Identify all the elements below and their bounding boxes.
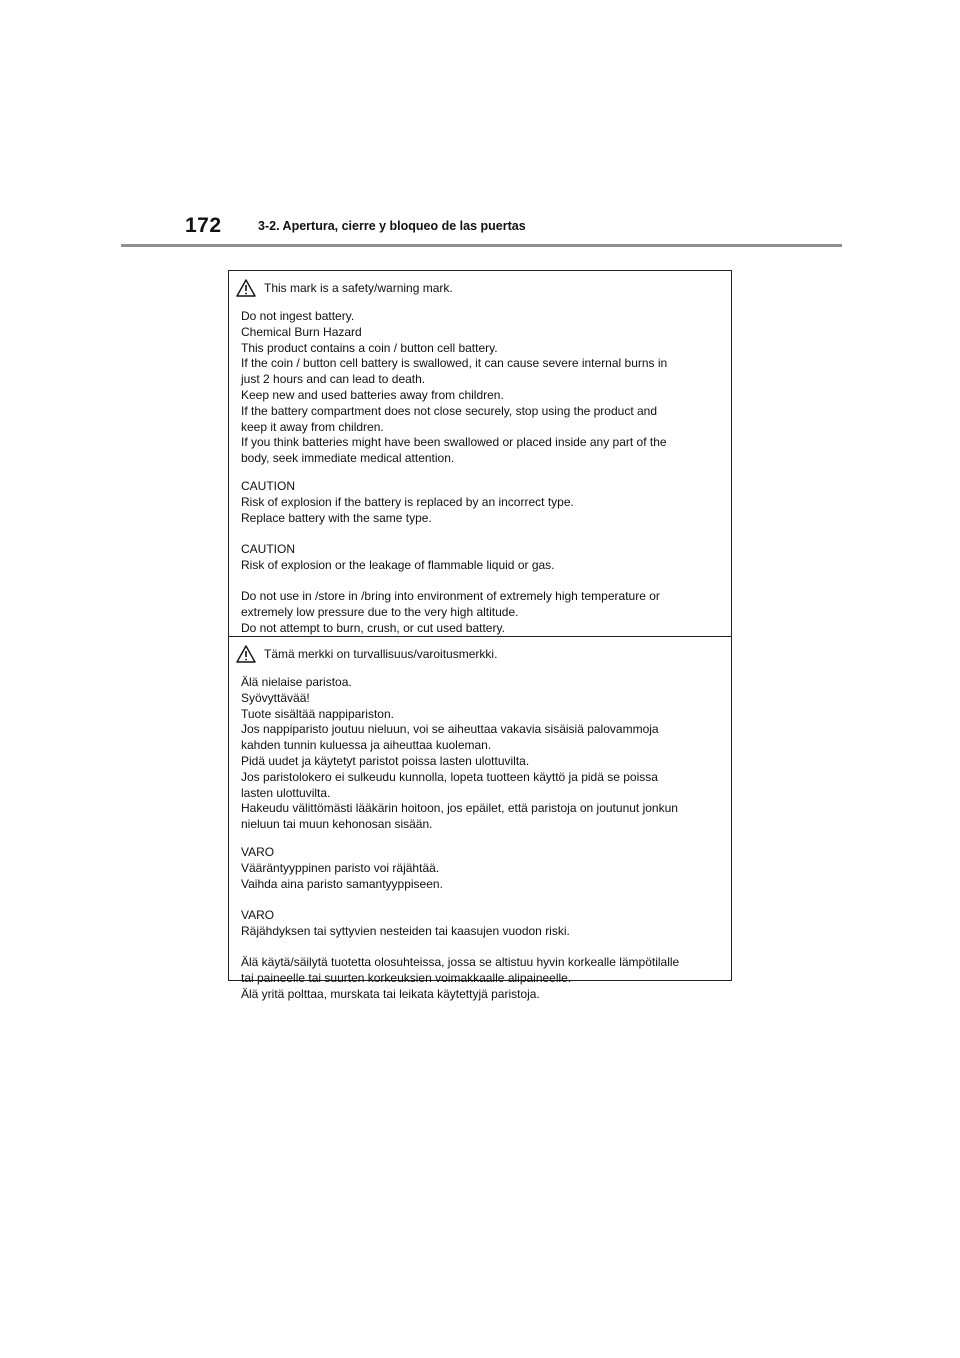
text-line: Pidä uudet ja käytetyt paristot poissa lasten ulottuvilta. <box>241 753 530 768</box>
english-warning-mark-text: This mark is a safety/warning mark. <box>264 281 453 295</box>
text-line: lasten ulottuvilta. <box>241 785 331 800</box>
warning-triangle-icon <box>236 279 256 297</box>
finnish-caution-leakage <box>241 908 721 940</box>
text-line: Älä yritä polttaa, murskata tai leikata käytettyjä paristoja. <box>241 986 540 1001</box>
text-line: tai paineelle tai suurten korkeuksien voimakkaalle alipaineelle. <box>241 970 572 985</box>
battery-warning-box <box>228 270 732 1001</box>
warning-triangle-icon <box>236 645 256 663</box>
text-line: Vaihda aina paristo samantyyppiseen. <box>241 876 443 891</box>
text-line: Risk of explosion if the battery is replaced by an incorrect type. <box>241 494 574 509</box>
text-line: Do not attempt to burn, crush, or cut used battery. <box>241 620 505 635</box>
text-line: This product contains a coin / button cell battery. <box>241 340 498 355</box>
finnish-battery-hazard-paragraph <box>241 675 721 833</box>
text-line: just 2 hours and can lead to death. <box>241 372 426 387</box>
text-line: Vääräntyyppinen paristo voi räjähtää. <box>241 860 440 875</box>
text-line: Älä nielaise paristoa. <box>241 675 352 689</box>
text-line: body, seek immediate medical attention. <box>241 451 455 466</box>
text-line: Chemical Burn Hazard <box>241 324 362 339</box>
text-line: Do not ingest battery. <box>241 309 355 323</box>
text-line: If the battery compartment does not close securely, stop using the product and <box>241 403 658 418</box>
text-line: Risk of explosion or the leakage of flammable liquid or gas. <box>241 557 555 572</box>
page-number: 172 <box>185 214 222 237</box>
text-line: Tuote sisältää nappipariston. <box>241 706 394 721</box>
section-title: 3-2. Apertura, cierre y bloqueo de las puertas <box>258 219 526 233</box>
text-line: Älä käytä/säilytä tuotetta olosuhteissa, jossa se altistuu hyvin korkealle lämpötilalle <box>241 955 680 969</box>
english-caution-incorrect-type <box>241 479 721 526</box>
finnish-environment-paragraph <box>241 955 721 1002</box>
finnish-warning-section <box>229 637 731 1001</box>
text-line: Räjähdyksen tai syttyvien nesteiden tai kaasujen vuodon riski. <box>241 923 570 938</box>
text-line: extremely low pressure due to the very high altitude. <box>241 604 519 619</box>
finnish-warning-mark-line <box>236 645 497 663</box>
text-line: Hakeudu välittömästi lääkärin hoitoon, jos epäilet, että paristoja on joutunut jonkun <box>241 801 678 816</box>
english-battery-hazard-paragraph <box>241 309 721 467</box>
text-line: Jos paristolokero ei sulkeudu kunnolla, lopeta tuotteen käyttö ja pidä se poissa <box>241 769 658 784</box>
finnish-warning-mark-text: Tämä merkki on turvallisuus/varoitusmerkki. <box>264 647 498 661</box>
text-line: Syövyttävää! <box>241 690 310 705</box>
header-divider <box>121 244 842 247</box>
text-line: nieluun tai muun kehonosan sisään. <box>241 817 433 832</box>
text-line: CAUTION <box>241 479 295 493</box>
english-caution-leakage <box>241 542 721 574</box>
text-line: Replace battery with the same type. <box>241 510 432 525</box>
text-line: CAUTION <box>241 542 295 556</box>
text-line: If you think batteries might have been swallowed or placed inside any part of the <box>241 435 667 450</box>
text-line: Keep new and used batteries away from children. <box>241 387 504 402</box>
text-line: VARO <box>241 908 275 922</box>
finnish-caution-incorrect-type <box>241 845 721 892</box>
text-line: kahden tunnin kuluessa ja aiheuttaa kuoleman. <box>241 738 492 753</box>
english-warning-mark-line <box>236 279 453 297</box>
text-line: Do not use in /store in /bring into environment of extremely high temperature or <box>241 589 660 603</box>
text-line: keep it away from children. <box>241 419 384 434</box>
text-line: If the coin / button cell battery is swallowed, it can cause severe internal burns in <box>241 356 668 371</box>
text-line: Jos nappiparisto joutuu nieluun, voi se aiheuttaa vakavia sisäisiä palovammoja <box>241 722 659 737</box>
english-warning-section <box>229 271 731 637</box>
english-environment-paragraph <box>241 589 721 636</box>
text-line: VARO <box>241 845 275 859</box>
